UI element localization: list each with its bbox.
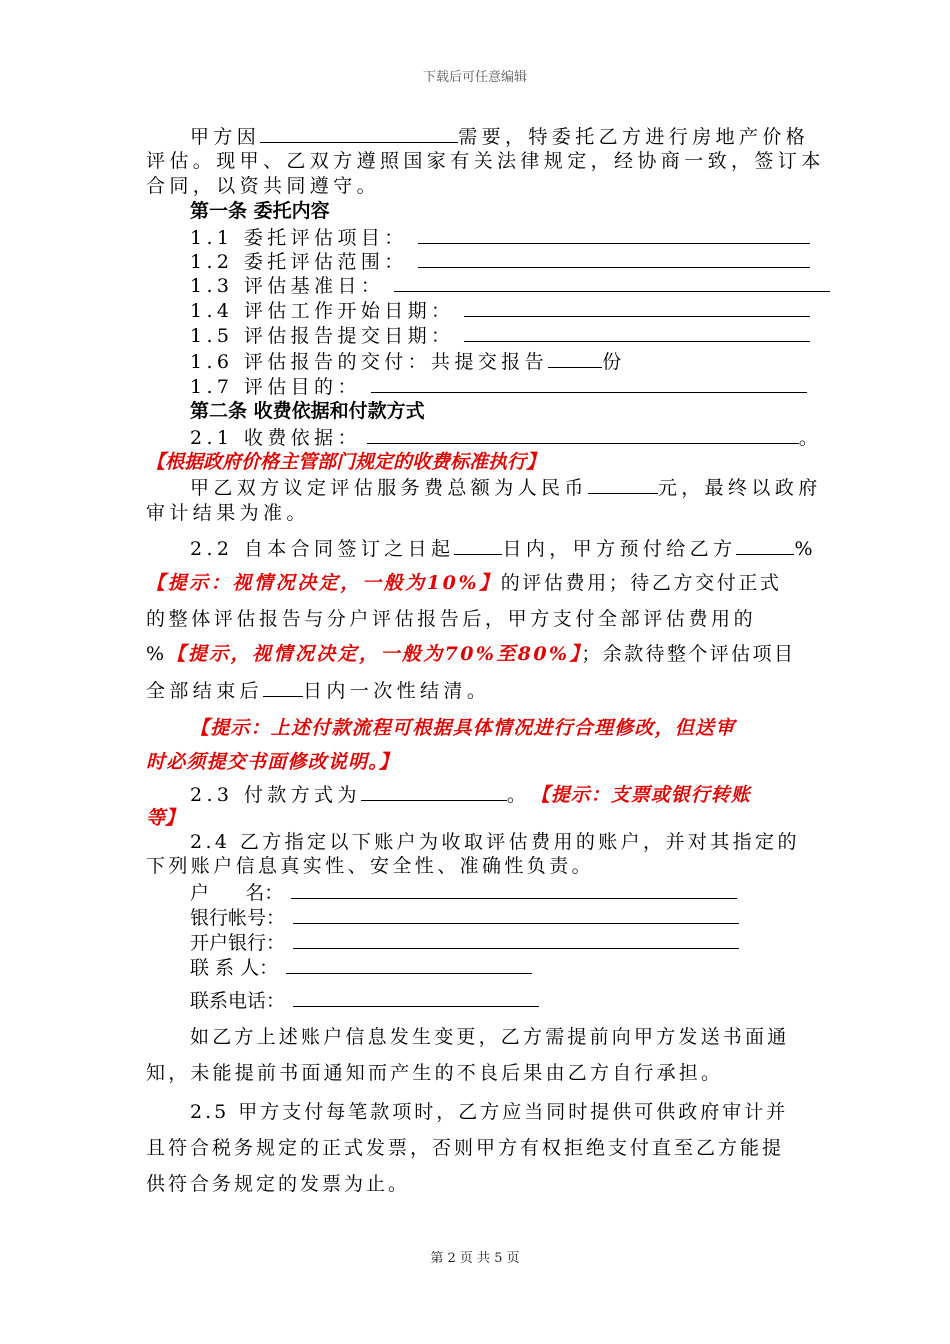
fee-amount-blank xyxy=(588,475,658,494)
fee-text: 元，最终以政府 xyxy=(657,477,822,499)
section-2-2-line-3: 的整体评估报告与分户评估报告后，甲方支付全部评估费用的 xyxy=(146,608,757,630)
text: 2.3 付款方式为 xyxy=(190,784,361,806)
purpose-blank xyxy=(260,124,458,143)
text: 全部结束后 xyxy=(146,680,264,702)
red-note-payment-2: 等】 xyxy=(146,807,185,829)
change-line-1: 如乙方上述账户信息发生变更，乙方需提前向甲方发送书面通 xyxy=(190,1026,790,1048)
blank-line xyxy=(371,374,807,393)
item-label: 1.1 委托评估项目： xyxy=(190,227,408,249)
red-note-modify-1: 【提示：上述付款流程可根据具体情况进行合理修改，但送审 xyxy=(190,717,736,739)
intro-text-b: 需要，特委托乙方进行房地产价格 xyxy=(458,126,810,148)
blank-line xyxy=(464,323,810,342)
item-label: 1.2 委托评估范围： xyxy=(190,251,408,273)
field-label: 开户银行： xyxy=(190,932,286,954)
section-2-4-line-2: 下列账户信息真实性、安全性、准确性负责。 xyxy=(146,855,595,877)
bank-name-row xyxy=(190,930,739,955)
item-1-6 xyxy=(190,349,625,374)
blank-line xyxy=(418,249,810,268)
item-label: 1.4 评估工作开始日期： xyxy=(190,300,455,322)
field-label: 户 名： xyxy=(190,882,284,904)
section-2-1 xyxy=(190,425,822,450)
red-note-modify-2: 时必须提交书面修改说明。】 xyxy=(146,751,400,773)
bank-account-blank xyxy=(293,905,739,924)
section-2-4-line-1: 2.4 乙方指定以下账户为收取评估费用的账户，并对其指定的 xyxy=(190,831,800,853)
item-label: 1.6 评估报告的交付：共提交报告 xyxy=(190,351,549,373)
copies-blank xyxy=(548,349,602,368)
contact-blank xyxy=(286,955,532,974)
item-1-2 xyxy=(190,249,810,274)
item-1-5 xyxy=(190,323,810,348)
page-header: 下载后可任意编辑 xyxy=(422,70,527,85)
blank-line xyxy=(418,225,810,244)
text: ；余款待整个评估项目 xyxy=(581,643,796,665)
text: 的评估费用；待乙方交付正式 xyxy=(500,572,782,594)
phone-row xyxy=(190,988,539,1013)
intro-line-1 xyxy=(190,124,809,149)
section-2-2-line-5 xyxy=(146,678,490,703)
section-2-2-line-1 xyxy=(190,536,817,561)
text: % xyxy=(146,643,167,665)
article-2-title: 第二条 收费依据和付款方式 xyxy=(190,400,425,422)
intro-line-2: 评估。现甲、乙双方遵照国家有关法律规定，经协商一致，签订本 xyxy=(146,150,825,172)
intro-text-a: 甲方因 xyxy=(190,126,261,148)
bank-account-row xyxy=(190,905,739,930)
section-2-5-line-1: 2.5 甲方支付每笔款项时，乙方应当同时提供可供政府审计并 xyxy=(190,1101,789,1123)
fee-line-1 xyxy=(190,475,822,500)
red-note: 【提示：支票或银行转账 xyxy=(540,784,751,806)
payment-method-blank xyxy=(361,782,507,801)
section-label: 2.1 收费依据： xyxy=(190,427,361,449)
fee-text: 甲乙双方议定评估服务费总额为人民币 xyxy=(190,477,588,499)
red-note: 【提示，视情况决定，一般为70%至80%】 xyxy=(166,643,582,665)
phone-blank xyxy=(293,988,539,1007)
text: 。 xyxy=(506,784,531,806)
page-footer: 第 2 页 共 5 页 xyxy=(430,1251,520,1266)
red-note: 【提示：视情况决定，一般为10%】 xyxy=(146,572,501,594)
section-2-5-line-2: 且符合税务规定的正式发票，否则甲方有权拒绝支付直至乙方能提 xyxy=(146,1137,785,1159)
item-1-4 xyxy=(190,298,810,323)
section-2-2-line-4 xyxy=(146,642,795,666)
change-line-2: 知，未能提前书面通知而产生的不良后果由乙方自行承担。 xyxy=(146,1062,724,1084)
percent-blank xyxy=(736,536,794,555)
item-1-7 xyxy=(190,374,807,399)
item-label: 1.7 评估目的： xyxy=(190,376,361,398)
fee-line-2: 审计结果为准。 xyxy=(146,502,310,524)
contact-row xyxy=(190,955,532,980)
field-label: 银行帐号： xyxy=(190,907,286,929)
intro-line-3: 合同，以资共同遵守。 xyxy=(146,175,381,197)
days-blank xyxy=(454,536,502,555)
blank-line xyxy=(394,273,830,292)
article-1-title: 第一条 委托内容 xyxy=(190,200,330,222)
item-1-3 xyxy=(190,273,830,298)
account-name-row xyxy=(190,880,737,905)
copies-unit: 份 xyxy=(602,351,626,373)
section-2-5-line-3: 供符合务规定的发票为止。 xyxy=(146,1173,411,1195)
basis-blank xyxy=(367,425,799,444)
section-2-3 xyxy=(190,782,751,807)
text: 2.2 自本合同签订之日起 xyxy=(190,538,455,560)
item-label: 1.5 评估报告提交日期： xyxy=(190,325,455,347)
text: 日内，甲方预付给乙方 xyxy=(502,538,737,560)
bank-name-blank xyxy=(293,930,739,949)
text: 日内一次性结清。 xyxy=(303,680,491,702)
field-label: 联系电话： xyxy=(190,990,286,1012)
blank-line xyxy=(464,298,810,317)
field-label: 联 系 人： xyxy=(190,957,279,979)
item-label: 1.3 评估基准日： xyxy=(190,275,385,297)
section-2-2-line-2 xyxy=(146,571,782,595)
text: % xyxy=(794,538,817,560)
item-1-1 xyxy=(190,225,810,250)
red-note-fee-basis: 【根据政府价格主管部门规定的收费标准执行】 xyxy=(146,451,546,473)
account-name-blank xyxy=(291,880,737,899)
period: 。 xyxy=(798,427,823,449)
days-blank xyxy=(263,678,303,697)
